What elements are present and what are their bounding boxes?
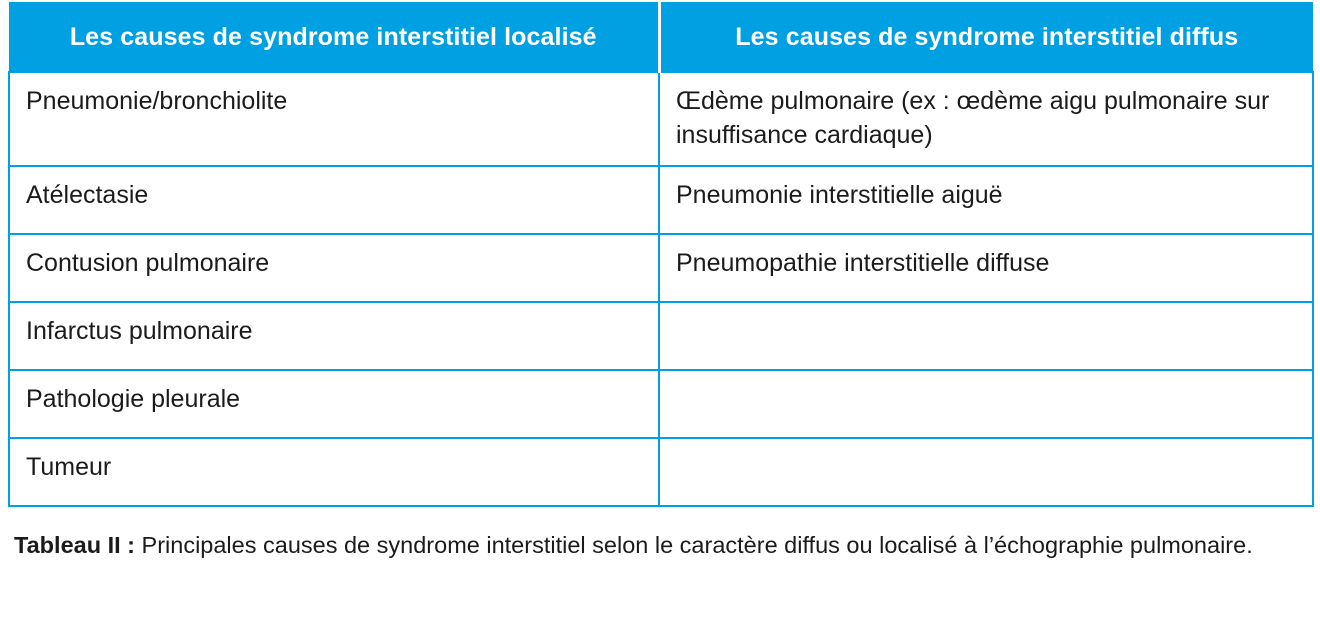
cell-diffus: Pneumonie interstitielle aiguë <box>659 166 1313 234</box>
caption-text: Principales causes de syndrome interstitiel selon le caractère diffus ou localisé à l’échographie pulmonaire. <box>135 532 1253 558</box>
table-row <box>9 234 1313 302</box>
cell-diffus-empty <box>659 438 1313 506</box>
table-header-row <box>9 2 1313 72</box>
cell-localise: Atélectasie <box>9 166 659 234</box>
cell-localise: Infarctus pulmonaire <box>9 302 659 370</box>
caption-label: Tableau II : <box>14 532 135 558</box>
cell-diffus: Pneumopathie interstitielle diffuse <box>659 234 1313 302</box>
table-row <box>9 166 1313 234</box>
table-page <box>0 2 1320 638</box>
table-row <box>9 302 1313 370</box>
table-row <box>9 72 1313 166</box>
table-header <box>9 2 1313 72</box>
cell-localise: Contusion pulmonaire <box>9 234 659 302</box>
column-header-localise: Les causes de syndrome interstitiel localisé <box>9 2 659 72</box>
causes-table <box>8 2 1314 507</box>
cell-localise: Tumeur <box>9 438 659 506</box>
column-header-diffus: Les causes de syndrome interstitiel diffus <box>659 2 1313 72</box>
cell-diffus-empty <box>659 370 1313 438</box>
table-row <box>9 370 1313 438</box>
table-caption <box>8 529 1312 561</box>
table-body <box>9 72 1313 506</box>
cell-localise: Pneumonie/bronchiolite <box>9 72 659 166</box>
cell-localise: Pathologie pleurale <box>9 370 659 438</box>
cell-diffus: Œdème pulmonaire (ex : œdème aigu pulmonaire sur insuffisance cardiaque) <box>659 72 1313 166</box>
cell-diffus-empty <box>659 302 1313 370</box>
table-row <box>9 438 1313 506</box>
